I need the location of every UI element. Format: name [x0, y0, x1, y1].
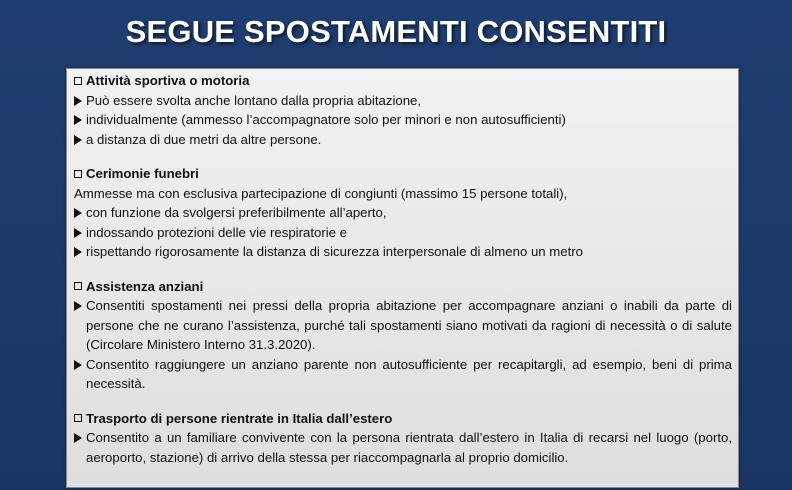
line-text: con funzione da svolgersi preferibilmente all’aperto, [86, 205, 387, 220]
line-text: Consentito raggiungere un anziano parente non autosufficiente per recapitargli, ad esempio, beni di prima necessità. [86, 356, 732, 391]
line-text: rispettando rigorosamente la distanza di sicurezza interpersonale di almeno un metro [86, 244, 583, 259]
line-text: individualmente (ammesso l’accompagnatore solo per minori e non autosufficienti) [86, 112, 566, 127]
heading-text: Trasporto di persone rientrate in Italia dall’estero [86, 410, 393, 426]
section-heading [74, 409, 732, 429]
arrow-bullet-icon [74, 360, 82, 370]
line-text: Consentiti spostamenti nei pressi della propria abitazione per accompagnare anziani o inabili da parte di persone che ne curano l’assistenza, purché tali spostamenti siano motivati da ragioni di necessità o di salute (Circolare Ministero Interno 31.3.2020). [86, 298, 732, 352]
heading-text: Attività sportiva o motoria [86, 73, 250, 88]
bullet-line [74, 296, 732, 355]
line-text: Consentito a un familiare convivente con la persona rientrata dall’estero in Italia di recarsi nel luogo (porto, aeroporto, stazione) di arrivo della stessa per riaccompagnarla al proprio domicilio. [86, 430, 732, 465]
checkbox-bullet-icon [74, 414, 82, 422]
bullet-line [74, 203, 732, 223]
arrow-bullet-icon [74, 228, 82, 238]
heading-text: Cerimonie funebri [86, 166, 199, 181]
checkbox-bullet-icon [74, 77, 82, 85]
arrow-bullet-icon [74, 247, 82, 257]
arrow-bullet-icon [74, 135, 82, 145]
bullet-line [74, 242, 732, 262]
heading-text: Assistenza anziani [86, 278, 204, 294]
section-elderly-assistance [74, 277, 732, 394]
arrow-bullet-icon [74, 96, 82, 106]
bullet-line [74, 91, 732, 111]
bullet-line [74, 223, 732, 243]
arrow-bullet-icon [74, 433, 82, 443]
intro-text: Ammesse ma con esclusiva partecipazione di congiunti (massimo 15 persone totali), [74, 185, 568, 201]
bullet-line [74, 355, 732, 394]
arrow-bullet-icon [74, 301, 82, 311]
checkbox-bullet-icon [74, 170, 82, 178]
checkbox-bullet-icon [74, 282, 82, 290]
arrow-bullet-icon [74, 208, 82, 218]
section-heading [74, 164, 732, 184]
section-heading [74, 71, 732, 91]
section-sport [74, 71, 732, 149]
line-text: a distanza di due metri da altre persone. [86, 131, 322, 147]
content-box [66, 68, 739, 488]
arrow-bullet-icon [74, 115, 82, 125]
bullet-line [74, 110, 732, 130]
line-text: Può essere svolta anche lontano dalla propria abitazione, [86, 92, 422, 108]
bullet-line [74, 130, 732, 150]
bullet-line [74, 428, 732, 467]
slide-title: SEGUE SPOSTAMENTI CONSENTITI [125, 14, 667, 49]
section-heading [74, 277, 732, 297]
line-text: indossando protezioni delle vie respiratorie e [86, 224, 347, 240]
section-repatriated-transport [74, 409, 732, 468]
section-funerals [74, 164, 732, 262]
